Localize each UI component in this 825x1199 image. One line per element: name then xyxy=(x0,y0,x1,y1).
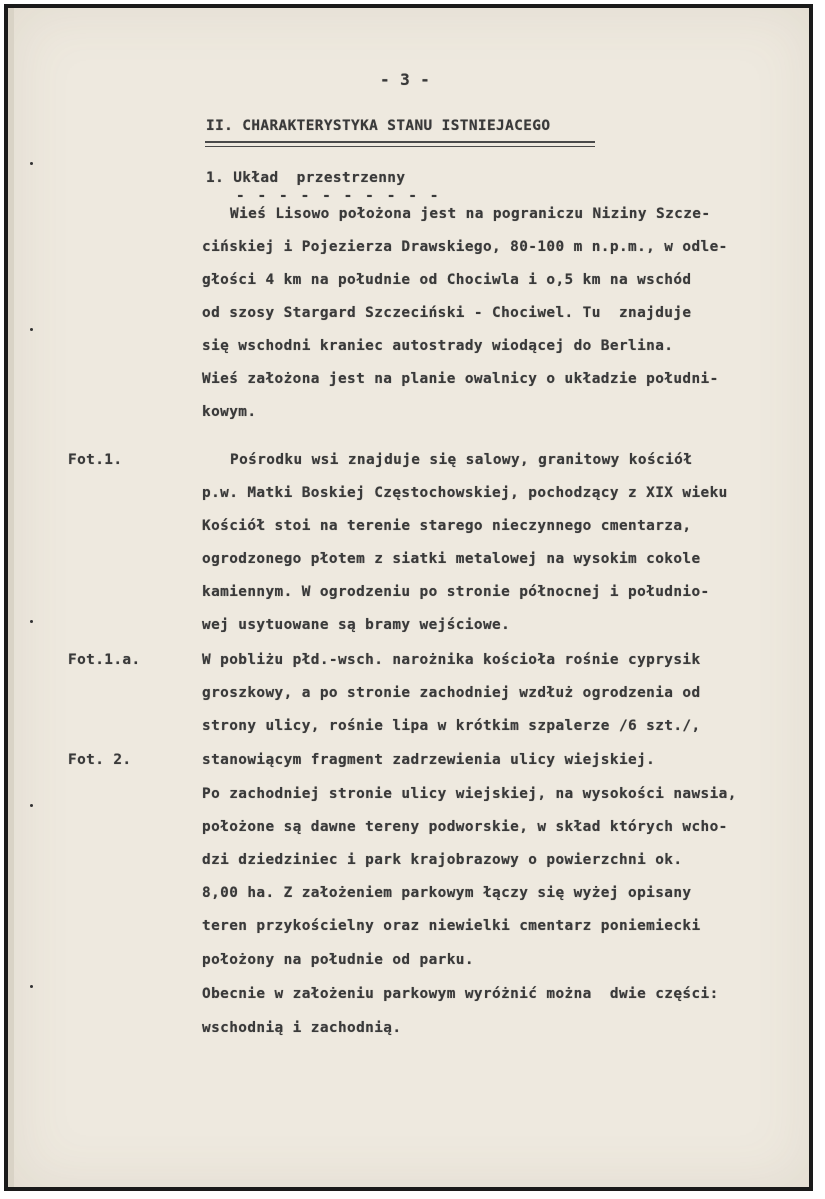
margin-speck xyxy=(30,328,33,331)
text-line: kamiennym. W ogrodzeniu po stronie północnej i południo- xyxy=(202,584,710,600)
text-line: położony na południe od parku. xyxy=(202,952,474,968)
text-line: Pośrodku wsi znajduje się salowy, granitowy kościół xyxy=(230,452,693,468)
text-line: groszkowy, a po stronie zachodniej wzdłuż ogrodzenia od xyxy=(202,685,701,701)
text-line: ogrodzonego płotem z siatki metalowej na wysokim cokole xyxy=(202,551,701,567)
text-line: Kościół stoi na terenie starego nieczynnego cmentarza, xyxy=(202,518,692,534)
margin-speck xyxy=(30,985,33,988)
margin-photo-ref: Fot.1.a. xyxy=(68,652,141,668)
text-line: położone są dawne tereny podworskie, w skład których wcho- xyxy=(202,819,728,835)
margin-photo-ref: Fot. 2. xyxy=(68,752,132,768)
heading-underline xyxy=(205,141,595,143)
text-line: od szosy Stargard Szczeciński - Chociwel. Tu znajduje xyxy=(202,305,692,321)
text-line: kowym. xyxy=(202,404,257,420)
text-line: cińskiej i Pojezierza Drawskiego, 80-100 m n.p.m., w odle- xyxy=(202,239,728,255)
margin-speck xyxy=(30,162,33,165)
text-line: Po zachodniej stronie ulicy wiejskiej, na wysokości nawsia, xyxy=(202,786,737,802)
text-line: stanowiącym fragment zadrzewienia ulicy wiejskiej. xyxy=(202,752,656,768)
text-line: p.w. Matki Boskiej Częstochowskiej, pochodzący z XIX wieku xyxy=(202,485,728,501)
text-line: Wieś założona jest na planie owalnicy o układzie południ- xyxy=(202,371,719,387)
text-line: 8,00 ha. Z założeniem parkowym łączy się wyżej opisany xyxy=(202,885,692,901)
heading-underline-second xyxy=(205,146,595,147)
text-line: wej usytuowane są bramy wejściowe. xyxy=(202,617,511,633)
margin-speck xyxy=(30,804,33,807)
margin-speck xyxy=(30,620,33,623)
text-line: Wieś Lisowo położona jest na pograniczu Niziny Szcze- xyxy=(230,206,711,222)
text-line: W pobliżu płd.-wsch. narożnika kościoła rośnie cyprysik xyxy=(202,652,701,668)
text-line: dzi dziedziniec i park krajobrazowy o powierzchni ok. xyxy=(202,852,683,868)
text-line: się wschodni kraniec autostrady wiodącej do Berlina. xyxy=(202,338,674,354)
subsection-heading: 1. Układ przestrzenny xyxy=(206,170,406,186)
subsection-dash-underline: - - - - - - - - - - xyxy=(236,188,441,204)
text-line: głości 4 km na południe od Chociwla i o,5 km na wschód xyxy=(202,272,692,288)
text-line: teren przykościelny oraz niewielki cmentarz poniemiecki xyxy=(202,918,701,934)
page-number: - 3 - xyxy=(380,70,431,89)
text-line: Obecnie w założeniu parkowym wyróżnić można dwie części: xyxy=(202,986,719,1002)
section-heading: II. CHARAKTERYSTYKA STANU ISTNIEJACEGO xyxy=(206,118,551,134)
text-line: wschodnią i zachodnią. xyxy=(202,1020,402,1036)
margin-photo-ref: Fot.1. xyxy=(68,452,123,468)
text-line: strony ulicy, rośnie lipa w krótkim szpalerze /6 szt./, xyxy=(202,718,701,734)
